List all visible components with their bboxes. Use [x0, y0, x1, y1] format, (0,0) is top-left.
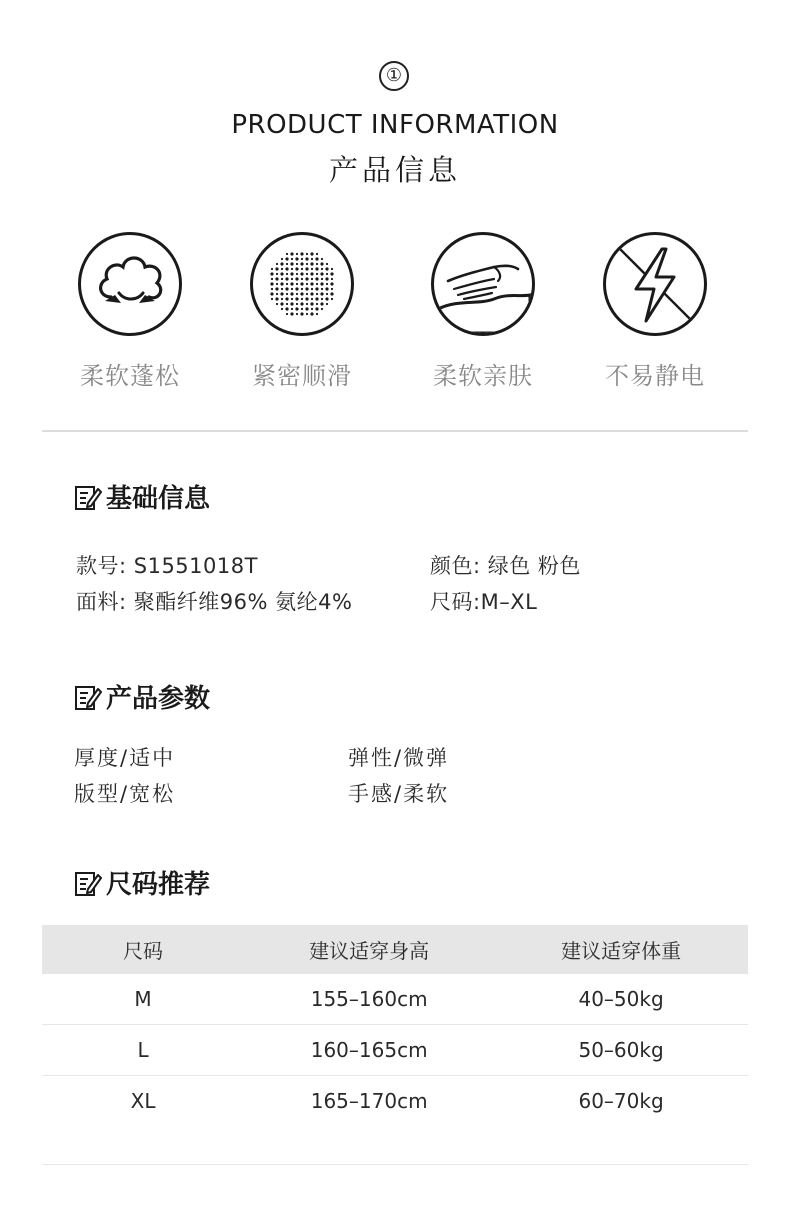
- weave-dot: [310, 262, 313, 265]
- weave-dot: [321, 268, 323, 270]
- weave-dot: [270, 292, 273, 295]
- section-title: 基础信息: [106, 484, 211, 514]
- weave-dot: [270, 272, 273, 275]
- weave-dot: [275, 297, 278, 300]
- weave-dot: [300, 302, 303, 305]
- color-info: 颜色: 绿色 粉色: [430, 554, 581, 578]
- weave-dot: [330, 292, 333, 295]
- weave-dot: [310, 312, 313, 315]
- weave-dot: [331, 288, 333, 290]
- weave-dot: [325, 287, 328, 290]
- weave-dot: [296, 263, 298, 265]
- weave-dot: [311, 288, 313, 290]
- weave-dot: [290, 272, 293, 275]
- weave-dot: [296, 283, 298, 285]
- weave-dot: [315, 267, 318, 270]
- weave-dot: [320, 302, 323, 305]
- weight-cell: 60–70kg: [578, 1089, 664, 1113]
- height-cell: 155–160cm: [244, 974, 494, 1025]
- table-row: [42, 1076, 748, 1127]
- weave-dot: [285, 307, 288, 310]
- weave-dot: [280, 282, 283, 285]
- weave-dot: [311, 268, 313, 270]
- weave-dot: [306, 293, 308, 295]
- params-heading: [74, 678, 210, 715]
- section-title: 尺码推荐: [106, 870, 211, 900]
- weave-dot: [280, 262, 283, 265]
- weave-dot: [316, 263, 318, 265]
- weave-dot: [301, 298, 303, 300]
- weave-dot: [286, 263, 288, 265]
- size-guide-heading: [74, 864, 210, 901]
- weave-dot: [291, 258, 293, 260]
- weave-dot: [320, 292, 323, 295]
- weave-dot: [286, 273, 288, 275]
- weave-dot: [291, 268, 293, 270]
- weave-dot: [276, 283, 278, 285]
- weave-dot: [286, 283, 288, 285]
- weave-dot: [325, 267, 328, 270]
- elasticity-param: 弹性/微弹: [348, 746, 450, 770]
- weave-dot: [276, 263, 278, 265]
- weave-dot: [295, 287, 298, 290]
- weave-dot: [321, 288, 323, 290]
- edit-note-icon: [74, 483, 102, 511]
- weave-dot: [275, 287, 278, 290]
- weave-dot: [306, 313, 308, 315]
- weave-dot: [310, 282, 313, 285]
- weight-cell: 50–60kg: [494, 1025, 748, 1076]
- style-number: 款号: S1551018T: [76, 554, 258, 578]
- weave-dot: [281, 278, 283, 280]
- cotton-cloud-icon: [78, 232, 182, 336]
- weave-dot: [305, 277, 308, 280]
- weave-dot: [326, 303, 328, 305]
- weave-dot: [325, 277, 328, 280]
- feature-skin-friendly: [413, 232, 553, 391]
- weave-dot: [306, 253, 308, 255]
- bottom-divider: [42, 1164, 748, 1165]
- weave-dot: [296, 253, 298, 255]
- weave-dot: [305, 307, 308, 310]
- weave-dot: [271, 288, 273, 290]
- column-header: 建议适穿体重: [494, 925, 748, 974]
- weave-dot: [295, 277, 298, 280]
- weave-dot: [271, 298, 273, 300]
- thickness-param: 厚度/适中: [74, 746, 176, 770]
- weave-dot: [286, 253, 288, 255]
- weave-dot: [295, 257, 298, 260]
- weave-dot: [295, 297, 298, 300]
- weave-dot: [300, 272, 303, 275]
- weave-dot: [296, 293, 298, 295]
- weave-dot: [290, 302, 293, 305]
- weave-dot: [300, 312, 303, 315]
- weave-dot: [306, 273, 308, 275]
- weave-dot: [290, 292, 293, 295]
- weave-dot: [330, 282, 333, 285]
- title-chinese: 产品信息: [328, 153, 461, 187]
- size-cell: XL: [130, 1089, 156, 1113]
- feature-anti-static: [585, 232, 725, 391]
- weight-cell: 40–50kg: [494, 974, 748, 1025]
- weave-dot: [330, 272, 333, 275]
- weave-dot: [291, 288, 293, 290]
- weave-dot: [295, 267, 298, 270]
- weave-dot: [320, 262, 323, 265]
- weave-dot: [316, 303, 318, 305]
- weave-dot: [311, 308, 313, 310]
- table-header-row: [42, 925, 748, 974]
- weave-dot: [271, 278, 273, 280]
- feature-label: 柔软亲肤: [433, 362, 533, 390]
- size-info: 尺码:M–XL: [430, 590, 538, 614]
- weave-dot: [315, 297, 318, 300]
- weave-dot: [285, 297, 288, 300]
- weave-dot: [306, 283, 308, 285]
- weave-dot: [316, 283, 318, 285]
- weave-dot: [306, 303, 308, 305]
- weave-dot: [275, 277, 278, 280]
- weave-dot: [286, 313, 288, 315]
- weave-dot: [325, 297, 328, 300]
- column-header: 建议适穿身高: [244, 925, 494, 974]
- weave-dot: [311, 278, 313, 280]
- weave-dot: [281, 298, 283, 300]
- weave-dot: [285, 277, 288, 280]
- table-row: [42, 1025, 748, 1076]
- title-english: PRODUCT INFORMATION: [231, 110, 559, 140]
- weave-dot: [321, 278, 323, 280]
- edit-note-icon: [74, 683, 102, 711]
- weave-dot: [331, 268, 333, 270]
- dense-weave-icon: [250, 232, 354, 336]
- size-table: [42, 925, 748, 1126]
- size-cell: M: [42, 974, 244, 1025]
- edit-note-icon: [74, 869, 102, 897]
- weave-dot: [286, 293, 288, 295]
- weave-dot: [310, 252, 313, 255]
- weave-dot: [300, 262, 303, 265]
- weave-dot: [326, 273, 328, 275]
- weave-dot: [315, 287, 318, 290]
- no-static-icon: [603, 232, 707, 336]
- weave-dot: [310, 302, 313, 305]
- weave-dot: [276, 303, 278, 305]
- weave-dot: [301, 288, 303, 290]
- weave-dot: [311, 258, 313, 260]
- weave-dot: [291, 308, 293, 310]
- weave-dot: [295, 307, 298, 310]
- weave-dot: [305, 267, 308, 270]
- weave-dot: [315, 257, 318, 260]
- weave-dot: [331, 278, 333, 280]
- weave-dot: [321, 298, 323, 300]
- column-header: 尺码: [42, 925, 244, 974]
- weave-dot: [270, 282, 273, 285]
- weave-dot: [285, 287, 288, 290]
- weave-dot: [315, 307, 318, 310]
- section-title: 产品参数: [106, 684, 211, 714]
- weave-dot: [276, 273, 278, 275]
- weave-dot: [315, 277, 318, 280]
- hand-touch-icon: [431, 232, 535, 336]
- weave-dot: [275, 267, 278, 270]
- weave-dot: [301, 268, 303, 270]
- height-cell: 160–165cm: [244, 1025, 494, 1076]
- table-row: [42, 974, 748, 1025]
- weave-dot: [305, 257, 308, 260]
- weave-dot: [290, 312, 293, 315]
- weave-dot: [305, 297, 308, 300]
- weave-dot: [320, 282, 323, 285]
- weave-dot: [281, 288, 283, 290]
- weave-dot: [296, 303, 298, 305]
- size-cell: L: [42, 1025, 244, 1076]
- weave-dot: [286, 303, 288, 305]
- weave-dot: [300, 252, 303, 255]
- weave-dot: [321, 258, 323, 260]
- weave-dot: [316, 313, 318, 315]
- feature-label: 不易静电: [605, 362, 705, 390]
- weave-dot: [271, 268, 273, 270]
- weave-dot: [310, 292, 313, 295]
- weave-dot: [326, 283, 328, 285]
- feature-soft-fluffy: [60, 232, 200, 391]
- weave-dot: [296, 273, 298, 275]
- section-divider: [42, 430, 748, 432]
- weave-dot: [296, 313, 298, 315]
- fabric-info: 面料: 聚酯纤维96% 氨纶4%: [76, 590, 353, 614]
- weave-dot: [331, 298, 333, 300]
- weave-dot: [300, 282, 303, 285]
- weave-dot: [316, 293, 318, 295]
- weave-dot: [306, 263, 308, 265]
- weave-dot: [291, 278, 293, 280]
- weave-dot: [285, 257, 288, 260]
- weave-dot: [326, 293, 328, 295]
- weave-dot: [316, 273, 318, 275]
- weave-dot: [280, 292, 283, 295]
- feature-label: 柔软蓬松: [80, 362, 180, 390]
- weave-dot: [320, 272, 323, 275]
- weave-dot: [280, 302, 283, 305]
- weave-dot: [290, 262, 293, 265]
- weave-dot: [311, 298, 313, 300]
- weave-dot: [305, 287, 308, 290]
- feature-label: 紧密顺滑: [252, 362, 352, 390]
- weave-dot: [285, 267, 288, 270]
- weave-dot: [276, 293, 278, 295]
- weave-dot: [290, 252, 293, 255]
- fit-param: 版型/宽松: [74, 782, 176, 806]
- weave-dot: [310, 272, 313, 275]
- weave-dot: [281, 258, 283, 260]
- feel-param: 手感/柔软: [348, 782, 450, 806]
- weave-dot: [290, 282, 293, 285]
- weave-dot: [281, 308, 283, 310]
- weave-dot: [316, 253, 318, 255]
- weave-dot: [281, 268, 283, 270]
- weave-dot: [291, 298, 293, 300]
- feature-dense-smooth: [232, 232, 372, 391]
- weave-dot: [300, 292, 303, 295]
- height-cell: 165–170cm: [310, 1089, 428, 1113]
- weave-dot: [301, 308, 303, 310]
- weave-dot: [301, 258, 303, 260]
- weave-dot: [321, 308, 323, 310]
- weave-dot: [326, 263, 328, 265]
- basic-info-heading: [74, 478, 210, 515]
- weave-dot: [301, 278, 303, 280]
- weave-dot: [280, 272, 283, 275]
- section-number-badge: ①: [379, 61, 409, 91]
